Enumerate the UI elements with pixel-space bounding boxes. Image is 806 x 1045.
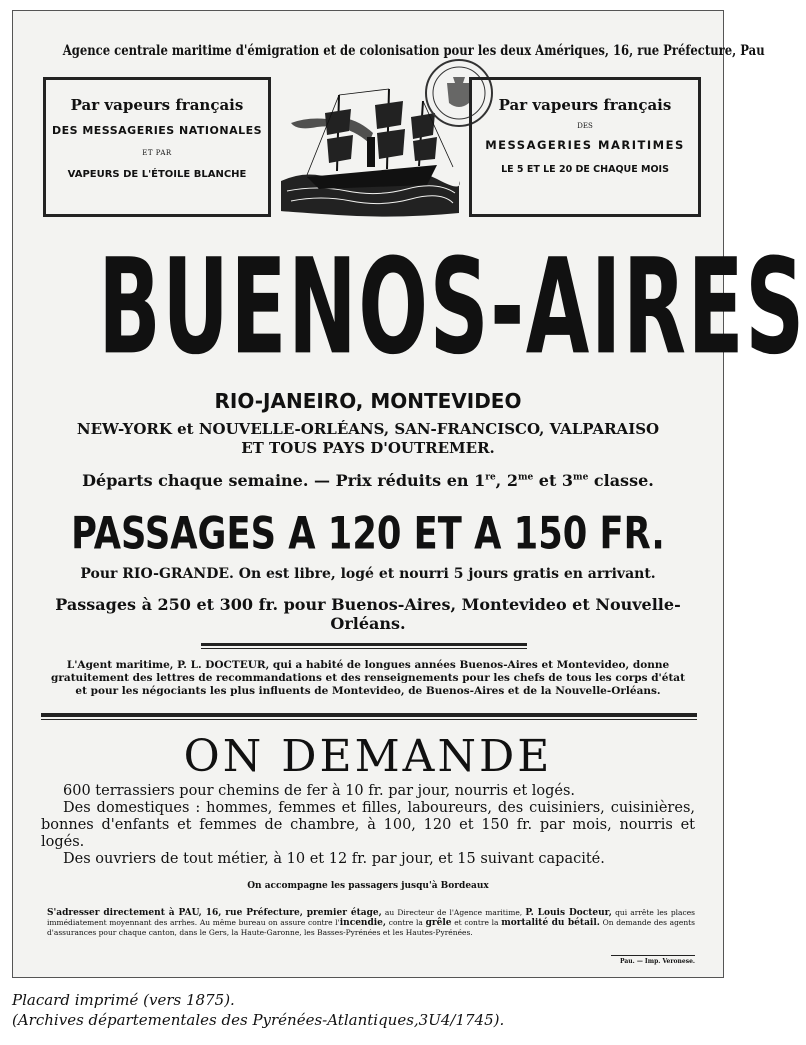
agent-paragraph: L'Agent maritime, P. L. DOCTEUR, qui a habité de longues années Buenos-Aires et Montevideo, donne gratuitement des lettres de recommandations et des renseignements pour les chefs de tous les corps d'état et pour les négociants les plus influents de Montevideo, de Buenos-Aires et de la Nouvelle-Orléans. xyxy=(51,659,685,697)
right-box-line4: LE 5 ET LE 20 DE CHAQUE MOIS xyxy=(501,164,669,175)
right-box-line2: DES xyxy=(577,122,593,130)
demande-item: 600 terrassiers pour chemins de fer à 10 fr. par jour, nourris et logés. xyxy=(63,783,576,799)
left-box-line2: DES MESSAGERIES NATIONALES xyxy=(51,124,263,137)
departs-mid2: et 3 xyxy=(533,471,574,490)
address-bold-name: P. Louis Docteur, xyxy=(525,908,612,918)
printer-mark: Pau. — Imp. Veronese. xyxy=(611,955,695,965)
right-box-line1: Par vapeurs français xyxy=(498,96,672,114)
departs-sup3: me xyxy=(573,472,589,483)
departs-sup1: re xyxy=(485,472,496,483)
accompany-line: On accompagne les passagers jusqu'à Bordeaux xyxy=(247,881,489,891)
address-text3: contre la xyxy=(386,918,426,927)
cities-line2: NEW-YORK et NOUVELLE-ORLÉANS, SAN-FRANCISCO, VALPARAISO xyxy=(76,420,660,438)
demande-item: Des ouvriers de tout métier, à 10 et 12 fr. par jour, et 15 suivant capacité. xyxy=(63,851,605,867)
placard-poster xyxy=(12,10,806,978)
passages-headline: PASSAGES A 120 ET A 150 FR. xyxy=(71,507,665,560)
right-info-box xyxy=(469,77,701,217)
cities-main: RIO-JANEIRO, MONTEVIDEO xyxy=(214,389,522,413)
cities-line3: ET TOUS PAYS D'OUTREMER. xyxy=(241,439,495,457)
address-bold-grele: grêle xyxy=(425,918,452,928)
right-box-line3: MESSAGERIES MARITIMES xyxy=(485,138,685,152)
departs-mid1: , 2 xyxy=(495,471,518,490)
departures-line xyxy=(13,471,723,490)
address-bold-mortalite: mortalité du bétail. xyxy=(501,918,600,928)
departs-text: Départs chaque semaine. — Prix réduits en 1 xyxy=(82,471,486,490)
address-bold-incendie: incendie, xyxy=(339,918,387,928)
address-text4: et contre la xyxy=(451,918,502,927)
departs-end: classe. xyxy=(588,471,654,490)
divider-long xyxy=(41,713,697,720)
caption-line2: (Archives départementales des Pyrénées-Atlantiques,3U4/1745). xyxy=(12,1011,505,1029)
on-demande-title: ON DEMANDE xyxy=(183,731,553,782)
demande-list xyxy=(41,783,695,868)
address-text5: On demande des agents d'assurances pour chaque canton, dans le Gers, la Haute-Garonne, les Basses-Pyrénées et les Hautes-Pyrénées. xyxy=(47,918,696,937)
address-bold-start: S'adresser directement à PAU, 16, rue Préfecture, premier étage, xyxy=(47,908,382,918)
passages-secondary: Passages à 250 et 300 fr. pour Buenos-Aires, Montevideo et Nouvelle-Orléans. xyxy=(55,595,681,633)
departs-sup2: me xyxy=(517,472,534,483)
left-box-line4: VAPEURS DE L'ÉTOILE BLANCHE xyxy=(67,169,247,180)
agency-header: Agence centrale maritime d'émigration et de colonisation pour les deux Amériques, 16, rue Préfecture, Pau xyxy=(62,43,765,59)
cities-secondary xyxy=(13,420,723,458)
demande-item: Des domestiques : hommes, femmes et filles, laboureurs, des cuisiniers, cuisinières, bonnes d'enfants et femmes de chambre, à 100, 120 et 150 fr. par mois, nourris et logés. xyxy=(41,800,695,850)
divider-short xyxy=(201,643,527,649)
left-box-line3: ET PAR xyxy=(142,149,172,157)
address-text2: qui arrête les places immédiatement moyennant des arrhes. Au même bureau on assure contre l' xyxy=(47,908,695,927)
headline-buenos-aires: BUENOS-AIRES xyxy=(98,231,806,385)
rio-grande-line: Pour RIO-GRANDE. On est libre, logé et nourri 5 jours gratis en arrivant. xyxy=(80,566,656,582)
image-caption xyxy=(12,990,504,1030)
address-text1: au Directeur de l'Agence maritime, xyxy=(381,908,526,917)
address-paragraph xyxy=(47,908,695,938)
left-info-box xyxy=(43,77,271,217)
left-box-line1: Par vapeurs français xyxy=(70,96,244,114)
caption-line1: Placard imprimé (vers 1875). xyxy=(12,991,235,1009)
